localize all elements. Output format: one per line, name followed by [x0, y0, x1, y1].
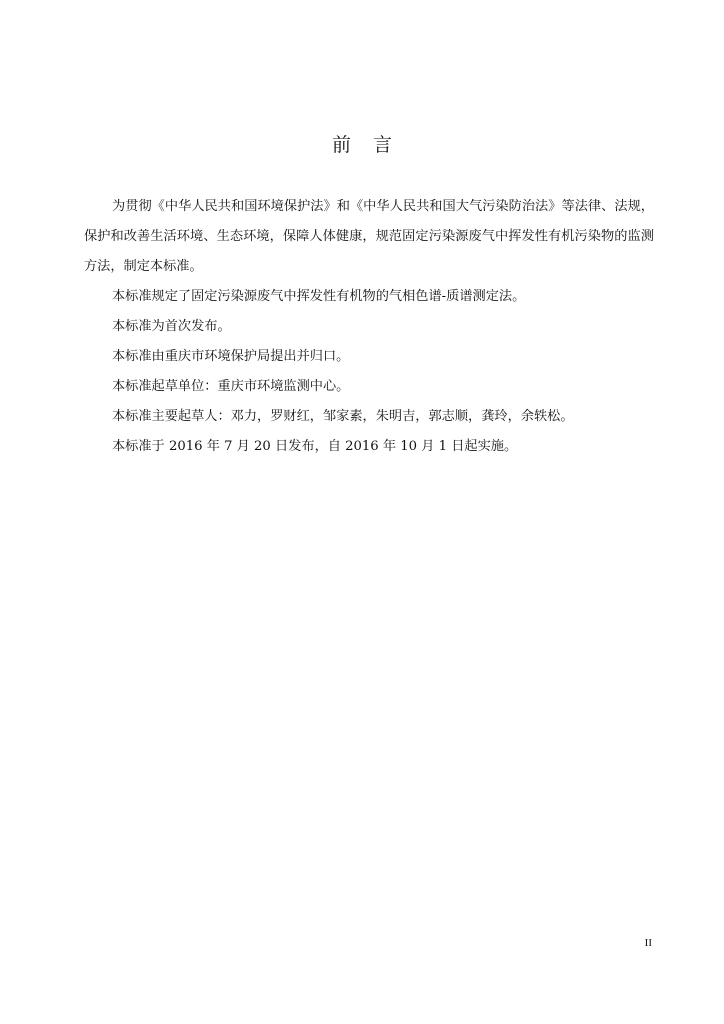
paragraph-first-release: 本标准为首次发布。: [112, 319, 231, 334]
paragraph-proposer: 本标准由重庆市环境保护局提出并归口。: [112, 349, 350, 364]
paragraph-drafters: 本标准主要起草人：邓力，罗财红，邹家素，朱明吉，郭志顺，龚玲，余轶松。: [112, 409, 574, 424]
foreword-body: [84, 192, 654, 462]
paragraph-purpose: 为贯彻《中华人民共和国环境保护法》和《中华人民共和国大气污染防治法》等法律、法规，保护和改善生活环境、生态环境，保障人体健康，规范固定污染源废气中挥发性有机污染物的监测方法，制定本标准。: [84, 199, 654, 274]
page-title: 前言: [331, 134, 414, 156]
paragraph-scope: 本标准规定了固定污染源废气中挥发性有机物的气相色谱-质谱测定法。: [112, 289, 526, 304]
paragraph-drafting-unit: 本标准起草单位：重庆市环境监测中心。: [112, 379, 350, 394]
paragraph-dates: 本标准于 2016 年 7 月 20 日发布，自 2016 年 10 月 1 日起实施。: [112, 439, 518, 454]
page-number: II: [644, 937, 652, 949]
